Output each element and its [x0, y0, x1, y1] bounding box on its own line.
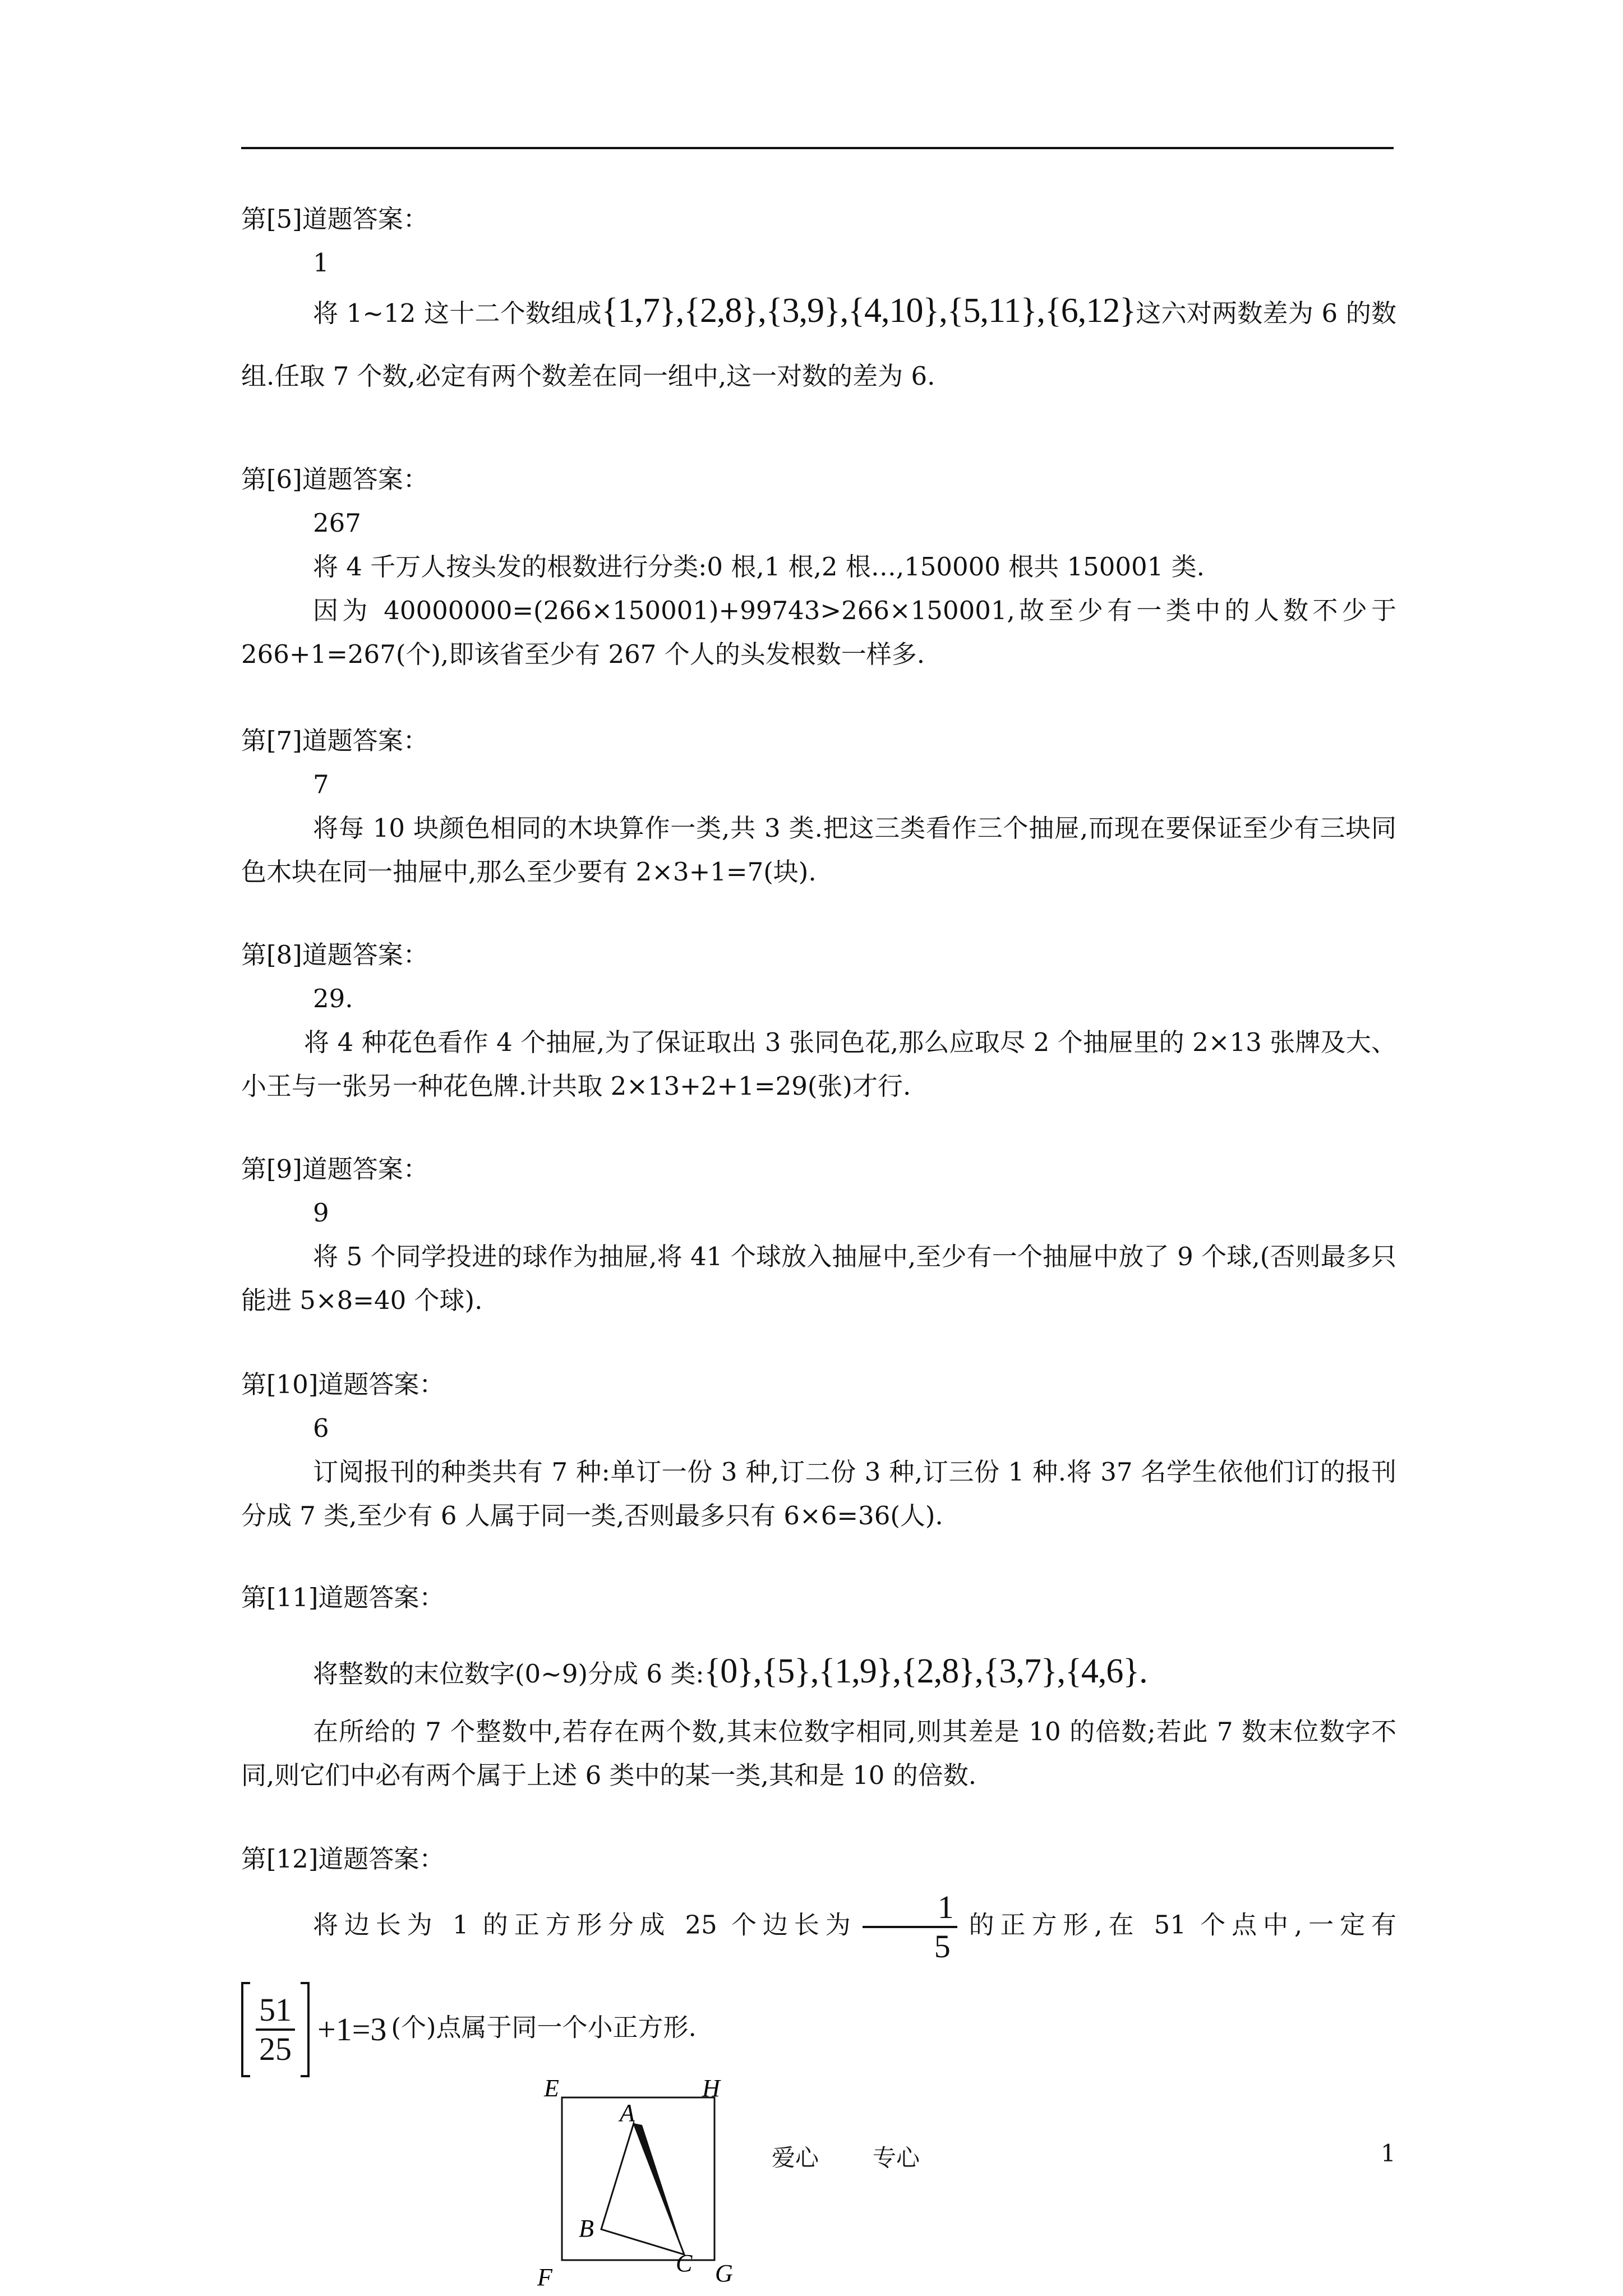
explanation-paragraph: 将 5 个同学投进的球作为抽屉,将 41 个球放入抽屉中,至少有一个抽屉中放了 9 个球,(否则最多只能进 5×8=40 个球). [241, 1242, 1396, 1315]
header-rule [241, 147, 1394, 149]
page-number: 1 [1381, 2140, 1396, 2167]
footer-slogan-left: 爱心 [772, 2144, 819, 2171]
footer-slogan-right: 专心 [873, 2144, 920, 2171]
paragraph-text: 将边长为 1 的正方形分成 25 个边长为 [313, 1910, 857, 1940]
explanation-paragraph [241, 279, 1396, 408]
explanation-paragraph: 将 4 千万人按头发的根数进行分类:0 根,1 根,2 根…,150000 根共 150001 类. [313, 552, 1205, 582]
fraction-51-over-25: $\frac{51}{25}$ [256, 1994, 295, 2066]
fraction-one-fifth: $\frac{1}{5}$ [863, 1891, 957, 1963]
answer-block-8 [241, 933, 1396, 1108]
answer-value: 7 [313, 769, 329, 799]
answer-value: 29. [313, 984, 353, 1013]
answer-value: 267 [313, 508, 361, 538]
question-title: 第[5]道题答案： [241, 204, 428, 234]
answer-value: 9 [313, 1198, 329, 1228]
explanation-paragraph: 因为 40000000=(266×150001)+99743>266×150001,故至少有一类中的人数不少于266+1=267(个),即该省至少有 267 个人的头发根数一样多. [241, 596, 1396, 669]
explanation-paragraph: 将每 10 块颜色相同的木块算作一类,共 3 类.把这三类看作三个抽屉,而现在要保证至少有三块同色木块在同一抽屉中,那么至少要有 2×3+1=7(块). [241, 813, 1396, 887]
vertex-label-c: C [676, 2249, 693, 2277]
paragraph-text: (个)点属于同一个小正方形. [391, 2012, 697, 2043]
paragraph-text: 将整数的末位数字(0~9)分成 6 类: [313, 1659, 704, 1689]
answer-value: 1 [313, 248, 329, 278]
answer-block-10 [241, 1363, 1396, 1538]
left-bracket [241, 1982, 250, 2077]
vertex-label-e: E [544, 2074, 559, 2102]
vertex-label-g: G [715, 2260, 733, 2287]
question-title: 第[6]道题答案： [241, 464, 428, 494]
answer-block-12 [241, 1837, 1396, 2077]
explanation-paragraph: 订阅报刊的种类共有 7 种:单订一份 3 种,订二份 3 种,订三份 1 种.将 37 名学生依他们订的报刊分成 7 类,至少有 6 人属于同一类,否则最多只有 6×6=36(人). [241, 1457, 1396, 1530]
set-expression: {0},{5},{1,9},{2,8},{3,7},{4,6}. [704, 1652, 1147, 1690]
expression-rest: +1=3 [317, 2011, 387, 2048]
paragraph-text: 这六对两数差为 6 的数组.任取 7 个数,必定有两个数差在同一组中,这一对数的差为 6. [241, 298, 1396, 391]
answer-block-6 [241, 458, 1396, 676]
answer-block-5 [241, 197, 1396, 408]
vertex-label-h: H [702, 2074, 720, 2102]
explanation-paragraph: 在所给的 7 个整数中,若存在两个数,其末位数字相同,则其差是 10 的倍数;若此 7 数末位数字不同,则它们中必有两个属于上述 6 类中的某一类,其和是 10 的倍数. [241, 1717, 1396, 1790]
vertex-label-b: B [579, 2215, 594, 2242]
question-title: 第[7]道题答案： [241, 726, 428, 755]
answer-block-7 [241, 719, 1396, 894]
explanation-paragraph [241, 1640, 1396, 1705]
paragraph-text: 的正方形,在 51 个点中,一定有 [962, 1910, 1397, 1940]
vertex-label-a: A [620, 2099, 635, 2127]
geometry-diagram [527, 2069, 763, 2294]
explanation-paragraph: 将 4 种花色看作 4 个抽屉,为了保证取出 3 张同色花,那么应取尽 2 个抽屉里的 2×13 张牌及大、小王与一张另一种花色牌.计共取 2×13+2+1=29(张)才行. [241, 1027, 1396, 1101]
floor-bracket-expression [241, 1982, 386, 2077]
explanation-paragraph [241, 1891, 1396, 1963]
right-bracket [301, 1982, 310, 2077]
question-title: 第[11]道题答案： [241, 1583, 445, 1612]
explanation-formula-line [241, 1982, 1396, 2077]
paragraph-text: 将 1~12 这十二个数组成 [313, 298, 602, 328]
vertex-label-f: F [537, 2263, 552, 2291]
question-title: 第[12]道题答案： [241, 1844, 445, 1874]
answer-value: 6 [313, 1413, 329, 1443]
answer-block-11 [241, 1576, 1396, 1797]
question-title: 第[8]道题答案： [241, 940, 428, 970]
answer-block-9 [241, 1147, 1396, 1322]
question-title: 第[10]道题答案： [241, 1370, 445, 1399]
square-triangle-figure [527, 2069, 763, 2296]
set-expression: {1,7},{2,8},{3,9},{4,10},{5,11},{6,12} [601, 292, 1136, 330]
question-title: 第[9]道题答案： [241, 1154, 428, 1184]
